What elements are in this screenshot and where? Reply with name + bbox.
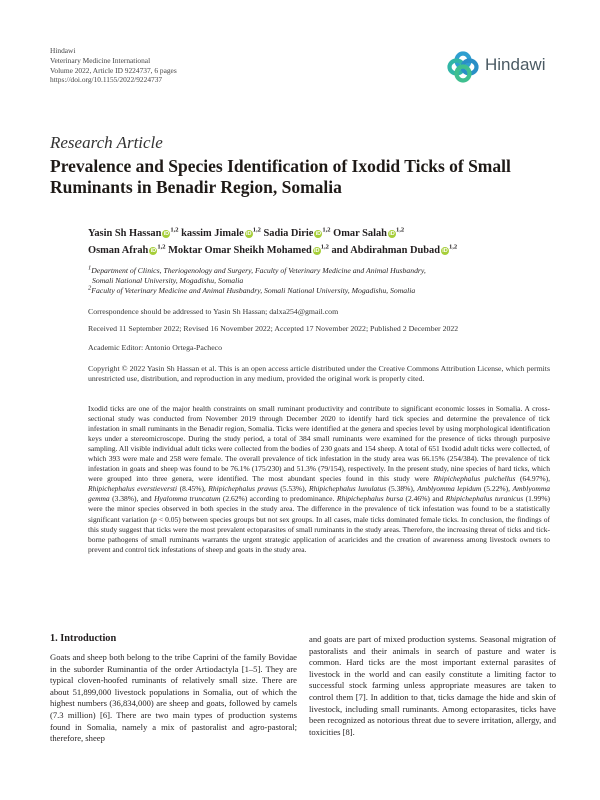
affiliations: [88, 266, 558, 296]
publisher-name: Hindawi: [50, 46, 76, 55]
introduction-heading: 1. Introduction: [50, 633, 117, 644]
doi-link[interactable]: https://doi.org/10.1155/2022/9224737: [50, 75, 163, 85]
author-name: Omar Salah: [333, 228, 387, 239]
author-affiliation-marker: 1,2: [252, 226, 261, 234]
author-name: Yasin Sh Hassan: [88, 228, 162, 239]
introduction-right-column: [309, 634, 556, 738]
author-affiliation-marker: 1,2: [157, 243, 166, 251]
author-list: [88, 225, 558, 259]
author-separator: and: [328, 245, 351, 256]
orcid-icon[interactable]: iD: [313, 248, 320, 254]
author: [350, 245, 457, 256]
author: [181, 228, 263, 239]
abstract: Ixodid ticks are one of the major health constraints on small ruminant productivity and contribute to significant economic losses in Somalia. A cross-sectional study was conducted from November 2019 through December 2020 to identify hard tick species and determine the prevalence of tick infestation in small ruminants in the Benadir region, Somalia. Ticks were identified at the genera and species level by using morphological identification keys under a stereomicroscope. During the study period, a total of 384 small ruminants were examined for the presence of ticks through purposive sampling. All visible individual adult ticks were collected from the bodies of 230 goats and 154 sheep. A total of 651 Ixodid adult ticks were collected, of which 393 were male and 258 were female. The overall prevalence of tick infestation in the study area was 66.15% (254/384). The prevalence of tick infestation in goats and sheep was found to be 76.1% (175/230) and 51.3% (79/154), respectively. In the present study, nine species of hard ticks, which were grouped into three genera, were identified. The most abundant species found in this study were Rhipichephalus pulchellus (64.97%), Rhipichephalus everstieversti (8.45%), Rhipichephalus pravus (5.53%), Rhipichephalus lunulatus (5.38%), Amblyomma lepidum (5.22%), Amblyomma gemma (3.38%), and Hyalomma truncatum (2.62%) according to predominance. Rhipichephalus bursa (2.46%) and Rhipichephalus turanicus (1.99%) were the minor species observed in both species in the study area. The difference in the prevalence of tick infestation was found to be a statistically significant variation (p < 0.05) between species groups but not sex groups. In all cases, male ticks dominated female ticks. In conclusion, the findings of this study suggest that ticks were the most prevalent ectoparasites of small ruminants in the study areas. Therefore, the increasing threat of ticks and tick-borne pathogens of small ruminants warrants the urgent strategic application of acaricides and the creation of awareness among livestock owners to prevent and control tick infestations of sheep and goats in the study area.: [88, 404, 551, 554]
orcid-icon[interactable]: iD: [150, 248, 157, 254]
affiliation-1: $^1$Department of Clinics, Theriogenology and Surgery, Faculty of Veterinary Medicine and Animal Husbandry, Somali National University, Mogadishu, Somalia: [88, 264, 426, 285]
copyright-notice: Copyright © 2022 Yasin Sh Hassan et al. This is an open access article distributed under the Creative Commons Attribution License, which permits unrestricted use, distribution, and reproduction in any medium, provided the original work is properly cited.: [88, 364, 550, 384]
author-affiliation-marker: 1,2: [449, 243, 458, 251]
author-name: Abdirahman Dubad: [350, 245, 441, 256]
orcid-icon[interactable]: iD: [442, 248, 448, 254]
publication-dates: Received 11 September 2022; Revised 16 November 2022; Accepted 17 November 2022; Published 2 December 2022: [88, 324, 459, 333]
intro-paragraph-continued: and goats are part of mixed production systems. Seasonal migration of pastoralists and their animals in search of pasture and water is common. Hard ticks are the most important external parasites of livestock in the world and can easily constitute a limiting factor to successful stock farming unless appropriate measures are taken to control them [7]. In addition to that, ticks damage the hide and skin of livestock, including small ruminants. Among ectoparasites, ticks have been recognized as notorious threat due to severe irritation, allergy, and toxicities [8].: [309, 634, 556, 737]
academic-editor: Academic Editor: Antonio Ortega-Pacheco: [88, 343, 223, 352]
author-name: Sadia Dirie: [263, 228, 314, 239]
author-name: kassim Jimale: [181, 228, 244, 239]
author-affiliation-marker: 1,2: [322, 226, 331, 234]
author: [88, 228, 181, 239]
introduction-left-column: [50, 652, 297, 745]
orcid-icon[interactable]: iD: [245, 231, 252, 237]
orcid-icon[interactable]: iD: [163, 231, 170, 237]
orcid-icon[interactable]: iD: [315, 231, 322, 237]
logo-wordmark: Hindawi: [485, 55, 546, 74]
author: [263, 228, 333, 239]
correspondence-note: Correspondence should be addressed to Yasin Sh Hassan; dalxa254@gmail.com: [88, 307, 339, 316]
author-affiliation-marker: 1,2: [320, 243, 329, 251]
article-title: Prevalence and Species Identification of Ixodid Ticks of Small Ruminants in Benadir Region, Somalia: [50, 156, 511, 197]
author: [168, 245, 350, 256]
hindawi-knot-logo-icon: [446, 50, 480, 84]
orcid-icon[interactable]: iD: [389, 231, 395, 237]
author: [88, 245, 168, 256]
hindawi-logo: [446, 50, 558, 84]
affiliation-2: $^2$Faculty of Veterinary Medicine and Animal Husbandry, Somali National University, Mogadishu, Somalia: [88, 284, 416, 295]
article-type: Research Article: [50, 133, 163, 152]
author-affiliation-marker: 1,2: [170, 226, 179, 234]
intro-paragraph: Goats and sheep both belong to the tribe Caprini of the family Bovidae in the suborder Ruminantia of the order Artiodactyla [1–5]. They are typical cloven-hoofed ruminants of relatively small size. There are about 51,899,000 livestock populations in Somalia, out of which the highest numbers (36,834,000) are sheep and goats, followed by camels (7.3 million) [6]. There are two main types of production systems found in Somalia, namely a mix of pastoralist and agro-pastoral; therefore, sheep: [50, 652, 297, 744]
author-name: Osman Afrah: [88, 245, 149, 256]
journal-name: Veterinary Medicine International: [50, 55, 151, 65]
volume-line: Volume 2022, Article ID 9224737, 6 pages: [50, 65, 177, 75]
author-name: Moktar Omar Sheikh Mohamed: [168, 245, 312, 256]
journal-metadata: [50, 46, 177, 85]
author: [333, 228, 404, 239]
author-affiliation-marker: 1,2: [395, 226, 405, 234]
